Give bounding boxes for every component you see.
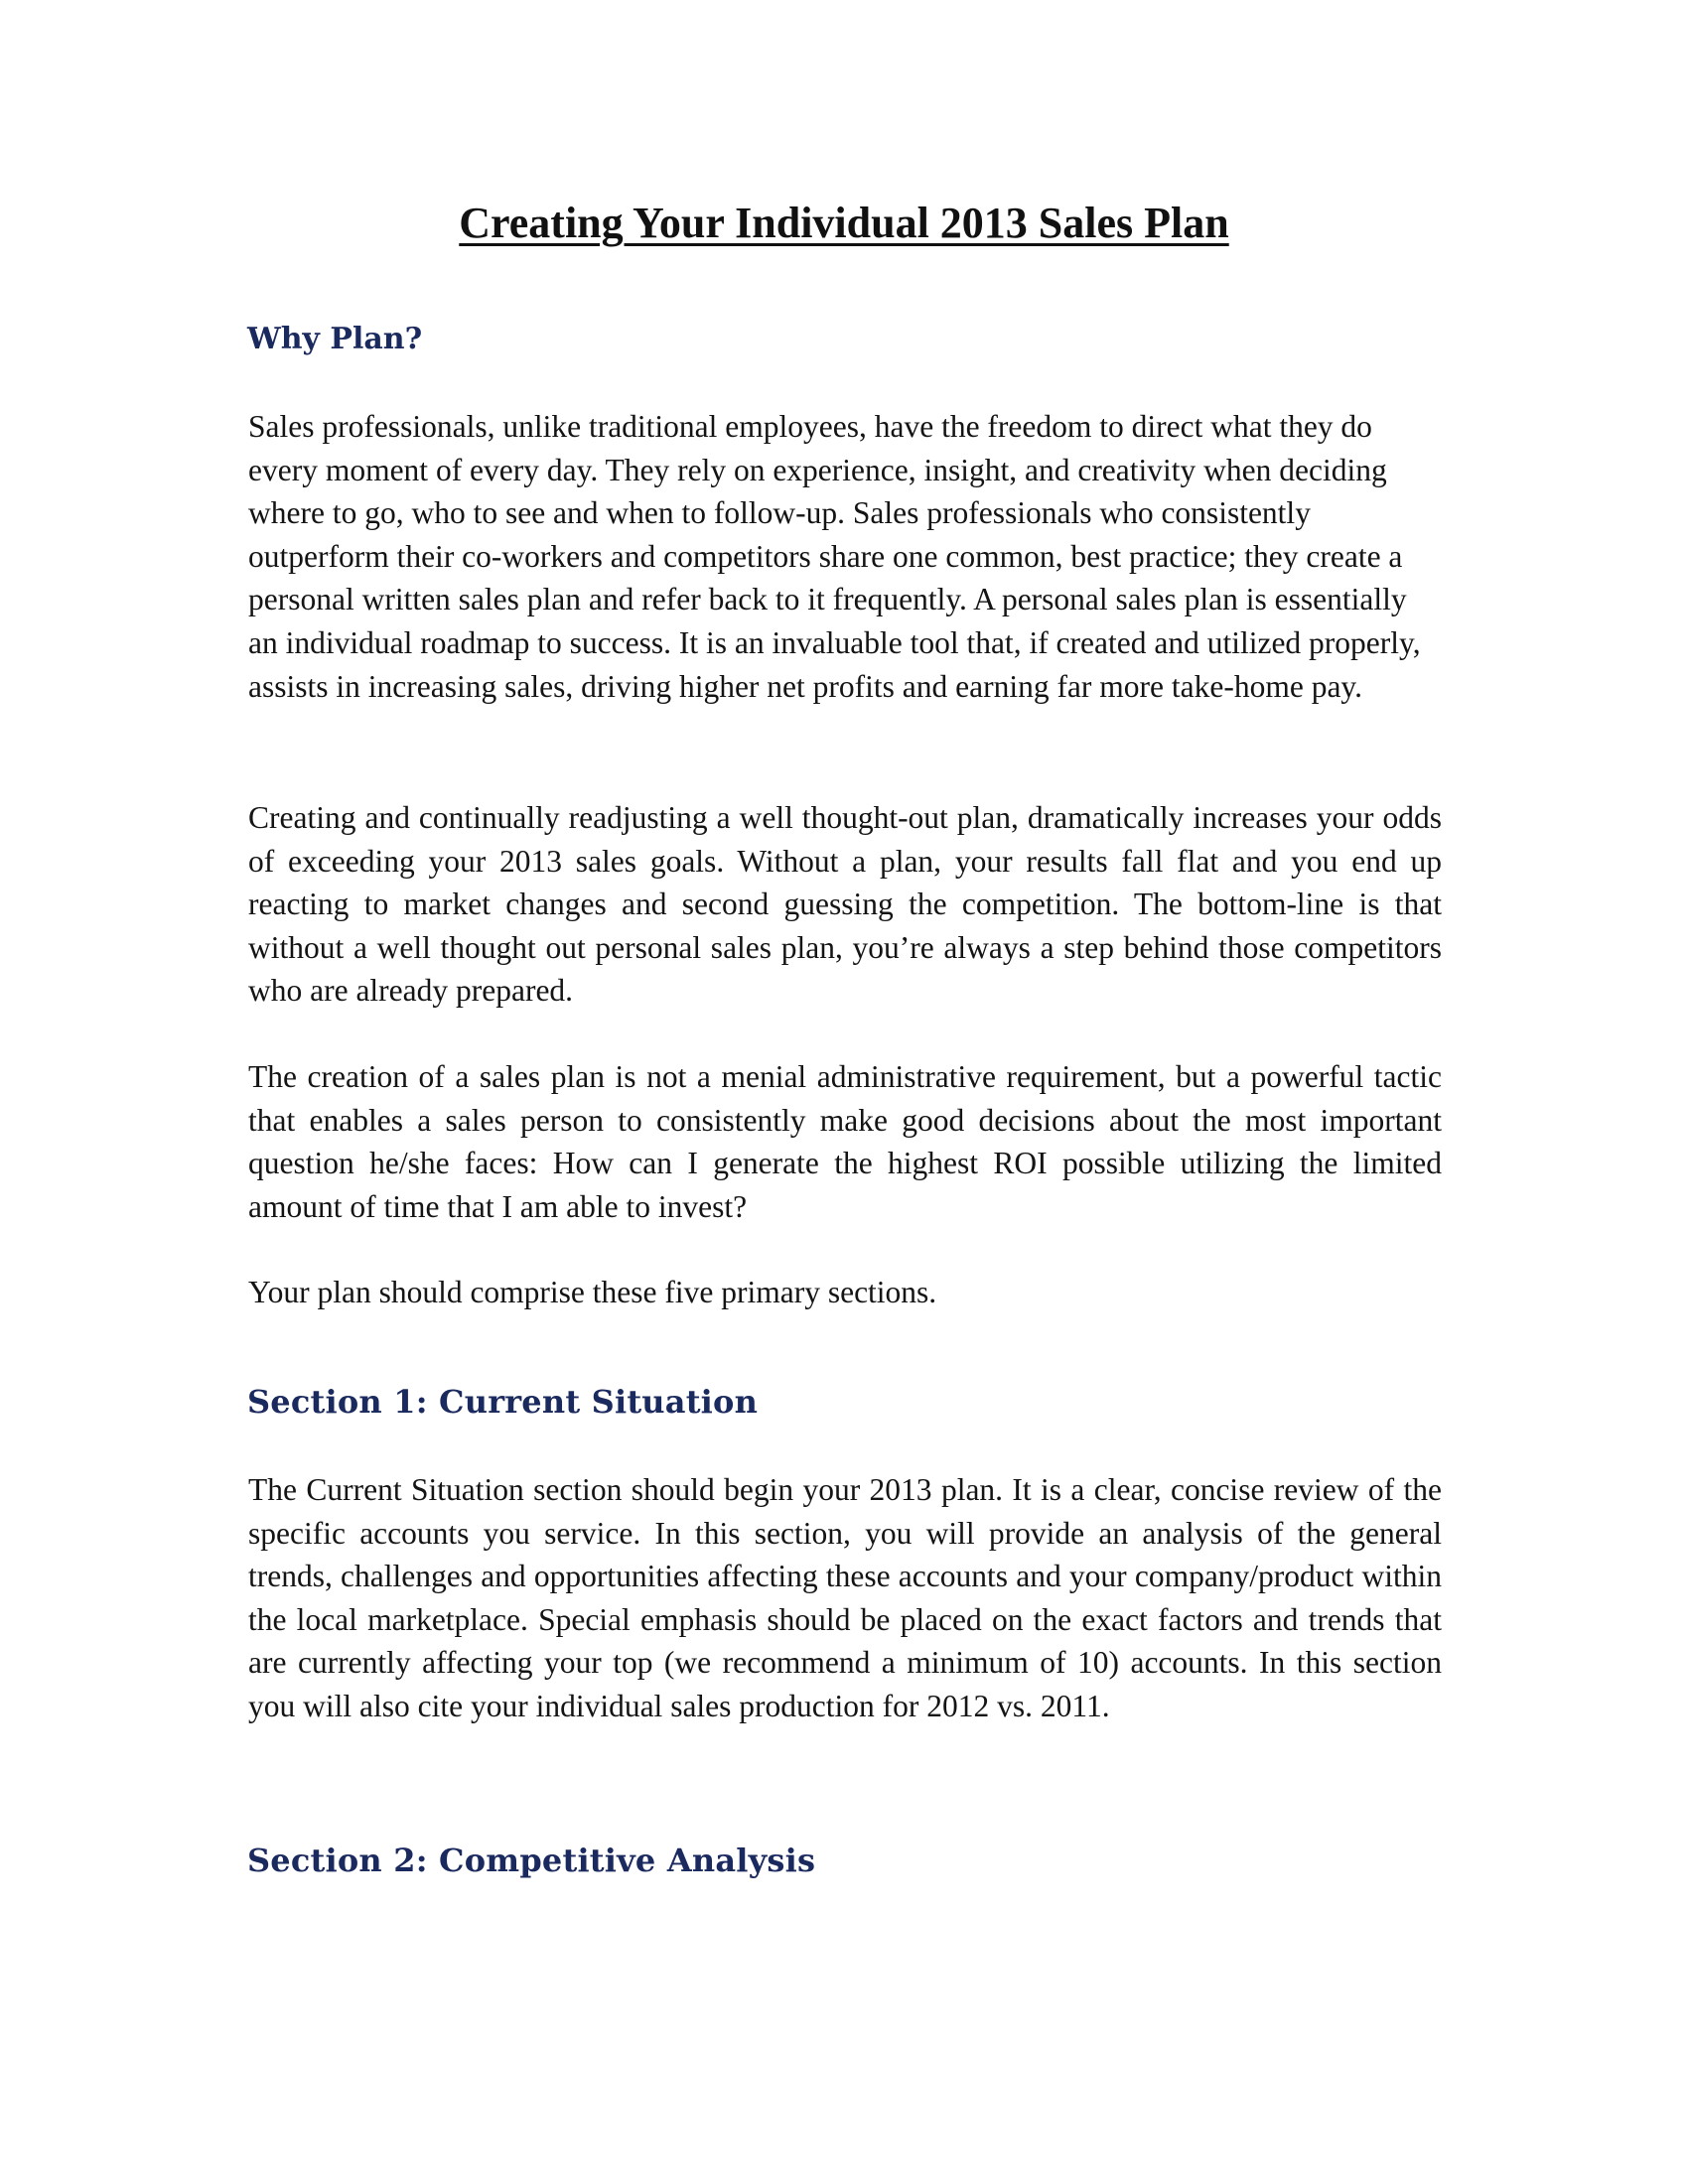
why-plan-paragraph-3: The creation of a sales plan is not a menial administrative requirement, but a powerful tactic that enables a sales person to consistently make good decisions about the most important question he/she faces: How can I generate the highest ROI possible utilizing the limited amount of time that I am able to invest? [248,1059,1442,1224]
why-plan-paragraph-2: Creating and continually readjusting a well thought-out plan, dramatically increases your odds of exceeding your 2013 sales goals. Without a plan, your results fall flat and you end up reacting to market changes and second guessing the competition. The bottom-line is that without a well thought out personal sales plan, you’re always a step behind those competitors who are already prepared. [248,800,1442,1009]
why-plan-paragraph-4: Your plan should comprise these five primary sections. [248,1275,937,1309]
section-1-heading: Section 1: Current Situation [247,1383,759,1421]
section-2-heading: Section 2: Competitive Analysis [247,1842,816,1879]
why-plan-heading: Why Plan? [247,322,423,356]
document-title [0,195,1688,252]
document-title-text: Creating Your Individual 2013 Sales Plan [459,199,1229,247]
section-1-paragraph: The Current Situation section should begin your 2013 plan. It is a clear, concise review of the specific accounts you service. In this section, you will provide an analysis of the general trends, challenges and opportunities affecting these accounts and your company/product within the local marketplace. Special emphasis should be placed on the exact factors and trends that are currently affecting your top (we recommend a minimum of 10) accounts. In this section you will also cite your individual sales production for 2012 vs. 2011. [248,1472,1442,1723]
why-plan-paragraph-1: Sales professionals, unlike traditional employees, have the freedom to direct what they do every moment of every day. They rely on experience, insight, and creativity when deciding where to go, who to see and when to follow-up. Sales professionals who consistently outperform their co-workers and competitors share one common, best practice; they create a personal written sales plan and refer back to it frequently. A personal sales plan is essentially an individual roadmap to success. It is an invaluable tool that, if created and utilized properly, assists in increasing sales, driving higher net profits and earning far more take-home pay. [248,409,1421,704]
